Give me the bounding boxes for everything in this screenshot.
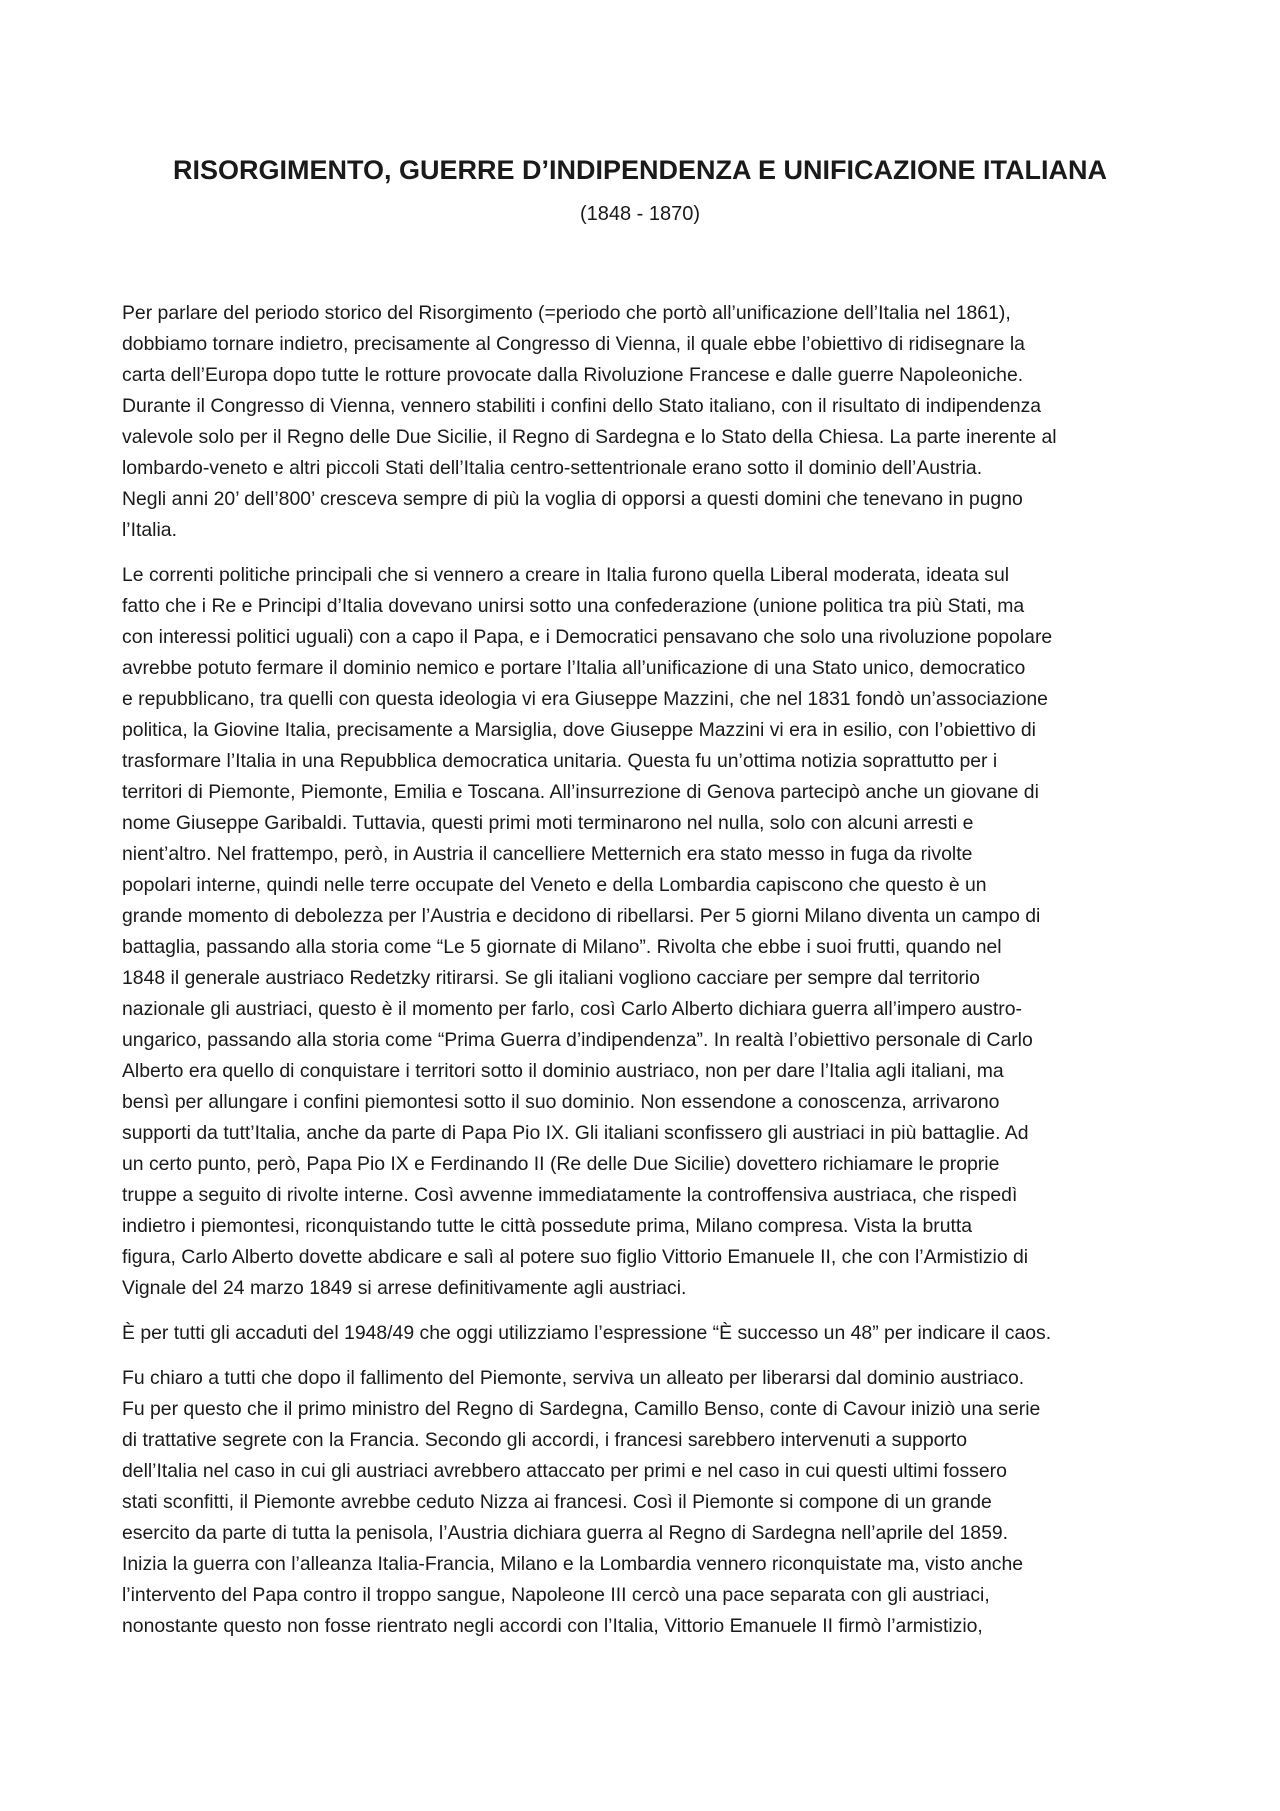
text-line: valevole solo per il Regno delle Due Sicilie, il Regno di Sardegna e lo Stato della Chiesa. La parte inerente al xyxy=(122,426,1057,448)
text-line: l’Italia. xyxy=(122,519,177,541)
paragraph xyxy=(122,560,1170,1304)
text-line: dobbiamo tornare indietro, precisamente al Congresso di Vienna, il quale ebbe l’obiettivo di ridisegnare la xyxy=(122,333,1025,355)
document-title: RISORGIMENTO, GUERRE D’INDIPENDENZA E UNIFICAZIONE ITALIANA xyxy=(172,155,1108,185)
text-line: dell’Italia nel caso in cui gli austriaci avrebbero attaccato per primi e nel caso in cui questi ultimi fossero xyxy=(122,1460,1007,1482)
text-line: territori di Piemonte, Piemonte, Emilia e Toscana. All’insurrezione di Genova partecipò anche un giovane di xyxy=(122,781,1039,803)
text-line: Inizia la guerra con l’alleanza Italia-Francia, Milano e la Lombardia vennero riconquistate ma, visto anche xyxy=(122,1553,1024,1575)
paragraph xyxy=(122,1318,1170,1349)
text-line: un certo punto, però, Papa Pio IX e Ferdinando II (Re delle Due Sicilie) dovettero richiamare le proprie xyxy=(122,1153,1000,1175)
text-line: fatto che i Re e Principi d’Italia dovevano unirsi sotto una confederazione (unione politica tra più Stati, ma xyxy=(122,595,1025,617)
document-subtitle: (1848 - 1870) xyxy=(579,203,701,225)
text-line: supporti da tutt’Italia, anche da parte di Papa Pio IX. Gli italiani sconfissero gli austriaci in più battaglie. Ad xyxy=(122,1122,1029,1144)
text-line: Le correnti politiche principali che si vennero a creare in Italia furono quella Liberal moderata, ideata sul xyxy=(122,564,1010,586)
text-line: Per parlare del periodo storico del Risorgimento (=periodo che portò all’unificazione dell’Italia nel 1861), xyxy=(122,302,1011,324)
text-line: 1848 il generale austriaco Redetzky ritirarsi. Se gli italiani vogliono cacciare per sempre dal territorio xyxy=(122,967,980,989)
text-line: Durante il Congresso di Vienna, vennero stabiliti i confini dello Stato italiano, con il risultato di indipendenza xyxy=(122,395,1042,417)
text-line: l’intervento del Papa contro il troppo sangue, Napoleone III cercò una pace separata con gli austriaci, xyxy=(122,1584,990,1606)
text-line: Negli anni 20’ dell’800’ cresceva sempre di più la voglia di opporsi a questi domini che tenevano in pugno xyxy=(122,488,1023,510)
text-line: battaglia, passando alla storia come “Le 5 giornate di Milano”. Rivolta che ebbe i suoi frutti, quando nel xyxy=(122,936,1002,958)
text-line: e repubblicano, tra quelli con questa ideologia vi era Giuseppe Mazzini, che nel 1831 fondò un’associazione xyxy=(122,688,1048,710)
text-line: lombardo-veneto e altri piccoli Stati dell’Italia centro-settentrionale erano sotto il dominio dell’Austria. xyxy=(122,457,983,479)
text-line: con interessi politici uguali) con a capo il Papa, e i Democratici pensavano che solo una rivoluzione popolare xyxy=(122,626,1053,648)
text-line: bensì per allungare i confini piemontesi sotto il suo dominio. Non essendone a conoscenza, arrivarono xyxy=(122,1091,1000,1113)
text-line: avrebbe potuto fermare il dominio nemico e portare l’Italia all’unificazione di una Stato unico, democratico xyxy=(122,657,1026,679)
text-line: nient’altro. Nel frattempo, però, in Austria il cancelliere Metternich era stato messo in fuga da rivolte xyxy=(122,843,973,865)
document-body xyxy=(122,298,1170,1656)
text-line: Vignale del 24 marzo 1849 si arrese definitivamente agli austriaci. xyxy=(122,1277,687,1299)
text-line: Fu per questo che il primo ministro del Regno di Sardegna, Camillo Benso, conte di Cavour iniziò una serie xyxy=(122,1398,1041,1420)
text-line: Alberto era quello di conquistare i territori sotto il dominio austriaco, non per dare l’Italia agli italiani, ma xyxy=(122,1060,1004,1082)
text-line: carta dell’Europa dopo tutte le rotture provocate dalla Rivoluzione Francese e dalle guerre Napoleoniche. xyxy=(122,364,1024,386)
text-line: politica, la Giovine Italia, precisamente a Marsiglia, dove Giuseppe Mazzini vi era in esilio, con l’obiettivo di xyxy=(122,719,1036,741)
paragraph xyxy=(122,1363,1170,1642)
text-line: È per tutti gli accaduti del 1948/49 che oggi utilizziamo l’espressione “È successo un 48” per indicare il caos. xyxy=(122,1322,1052,1344)
text-line: indietro i piemontesi, riconquistando tutte le città possedute prima, Milano compresa. Vista la brutta xyxy=(122,1215,973,1237)
text-line: ungarico, passando alla storia come “Prima Guerra d’indipendenza”. In realtà l’obiettivo personale di Carlo xyxy=(122,1029,1033,1051)
text-line: nazionale gli austriaci, questo è il momento per farlo, così Carlo Alberto dichiara guerra all’impero austro- xyxy=(122,998,1022,1020)
text-line: stati sconfitti, il Piemonte avrebbe ceduto Nizza ai francesi. Così il Piemonte si compone di un grande xyxy=(122,1491,992,1513)
text-line: trasformare l’Italia in una Repubblica democratica unitaria. Questa fu un’ottima notizia soprattutto per i xyxy=(122,750,998,772)
text-line: esercito da parte di tutta la penisola, l’Austria dichiara guerra al Regno di Sardegna nell’aprile del 1859. xyxy=(122,1522,1009,1544)
text-line: figura, Carlo Alberto dovette abdicare e salì al potere suo figlio Vittorio Emanuele II, che con l’Armistizio di xyxy=(122,1246,1029,1268)
text-line: popolari interne, quindi nelle terre occupate del Veneto e della Lombardia capiscono che questo è un xyxy=(122,874,987,896)
text-line: Fu chiaro a tutti che dopo il fallimento del Piemonte, serviva un alleato per liberarsi dal dominio austriaco. xyxy=(122,1367,1025,1389)
text-line: nome Giuseppe Garibaldi. Tuttavia, questi primi moti terminarono nel nulla, solo con alcuni arresti e xyxy=(122,812,974,834)
text-line: di trattative segrete con la Francia. Secondo gli accordi, i francesi sarebbero intervenuti a supporto xyxy=(122,1429,968,1451)
paragraph xyxy=(122,298,1170,546)
text-line: grande momento di debolezza per l’Austria e decidono di ribellarsi. Per 5 giorni Milano diventa un campo di xyxy=(122,905,1041,927)
text-line: truppe a seguito di rivolte interne. Così avvenne immediatamente la controffensiva austriaca, che rispedì xyxy=(122,1184,1018,1206)
text-line: nonostante questo non fosse rientrato negli accordi con l’Italia, Vittorio Emanuele II firmò l’armistizio, xyxy=(122,1615,983,1637)
